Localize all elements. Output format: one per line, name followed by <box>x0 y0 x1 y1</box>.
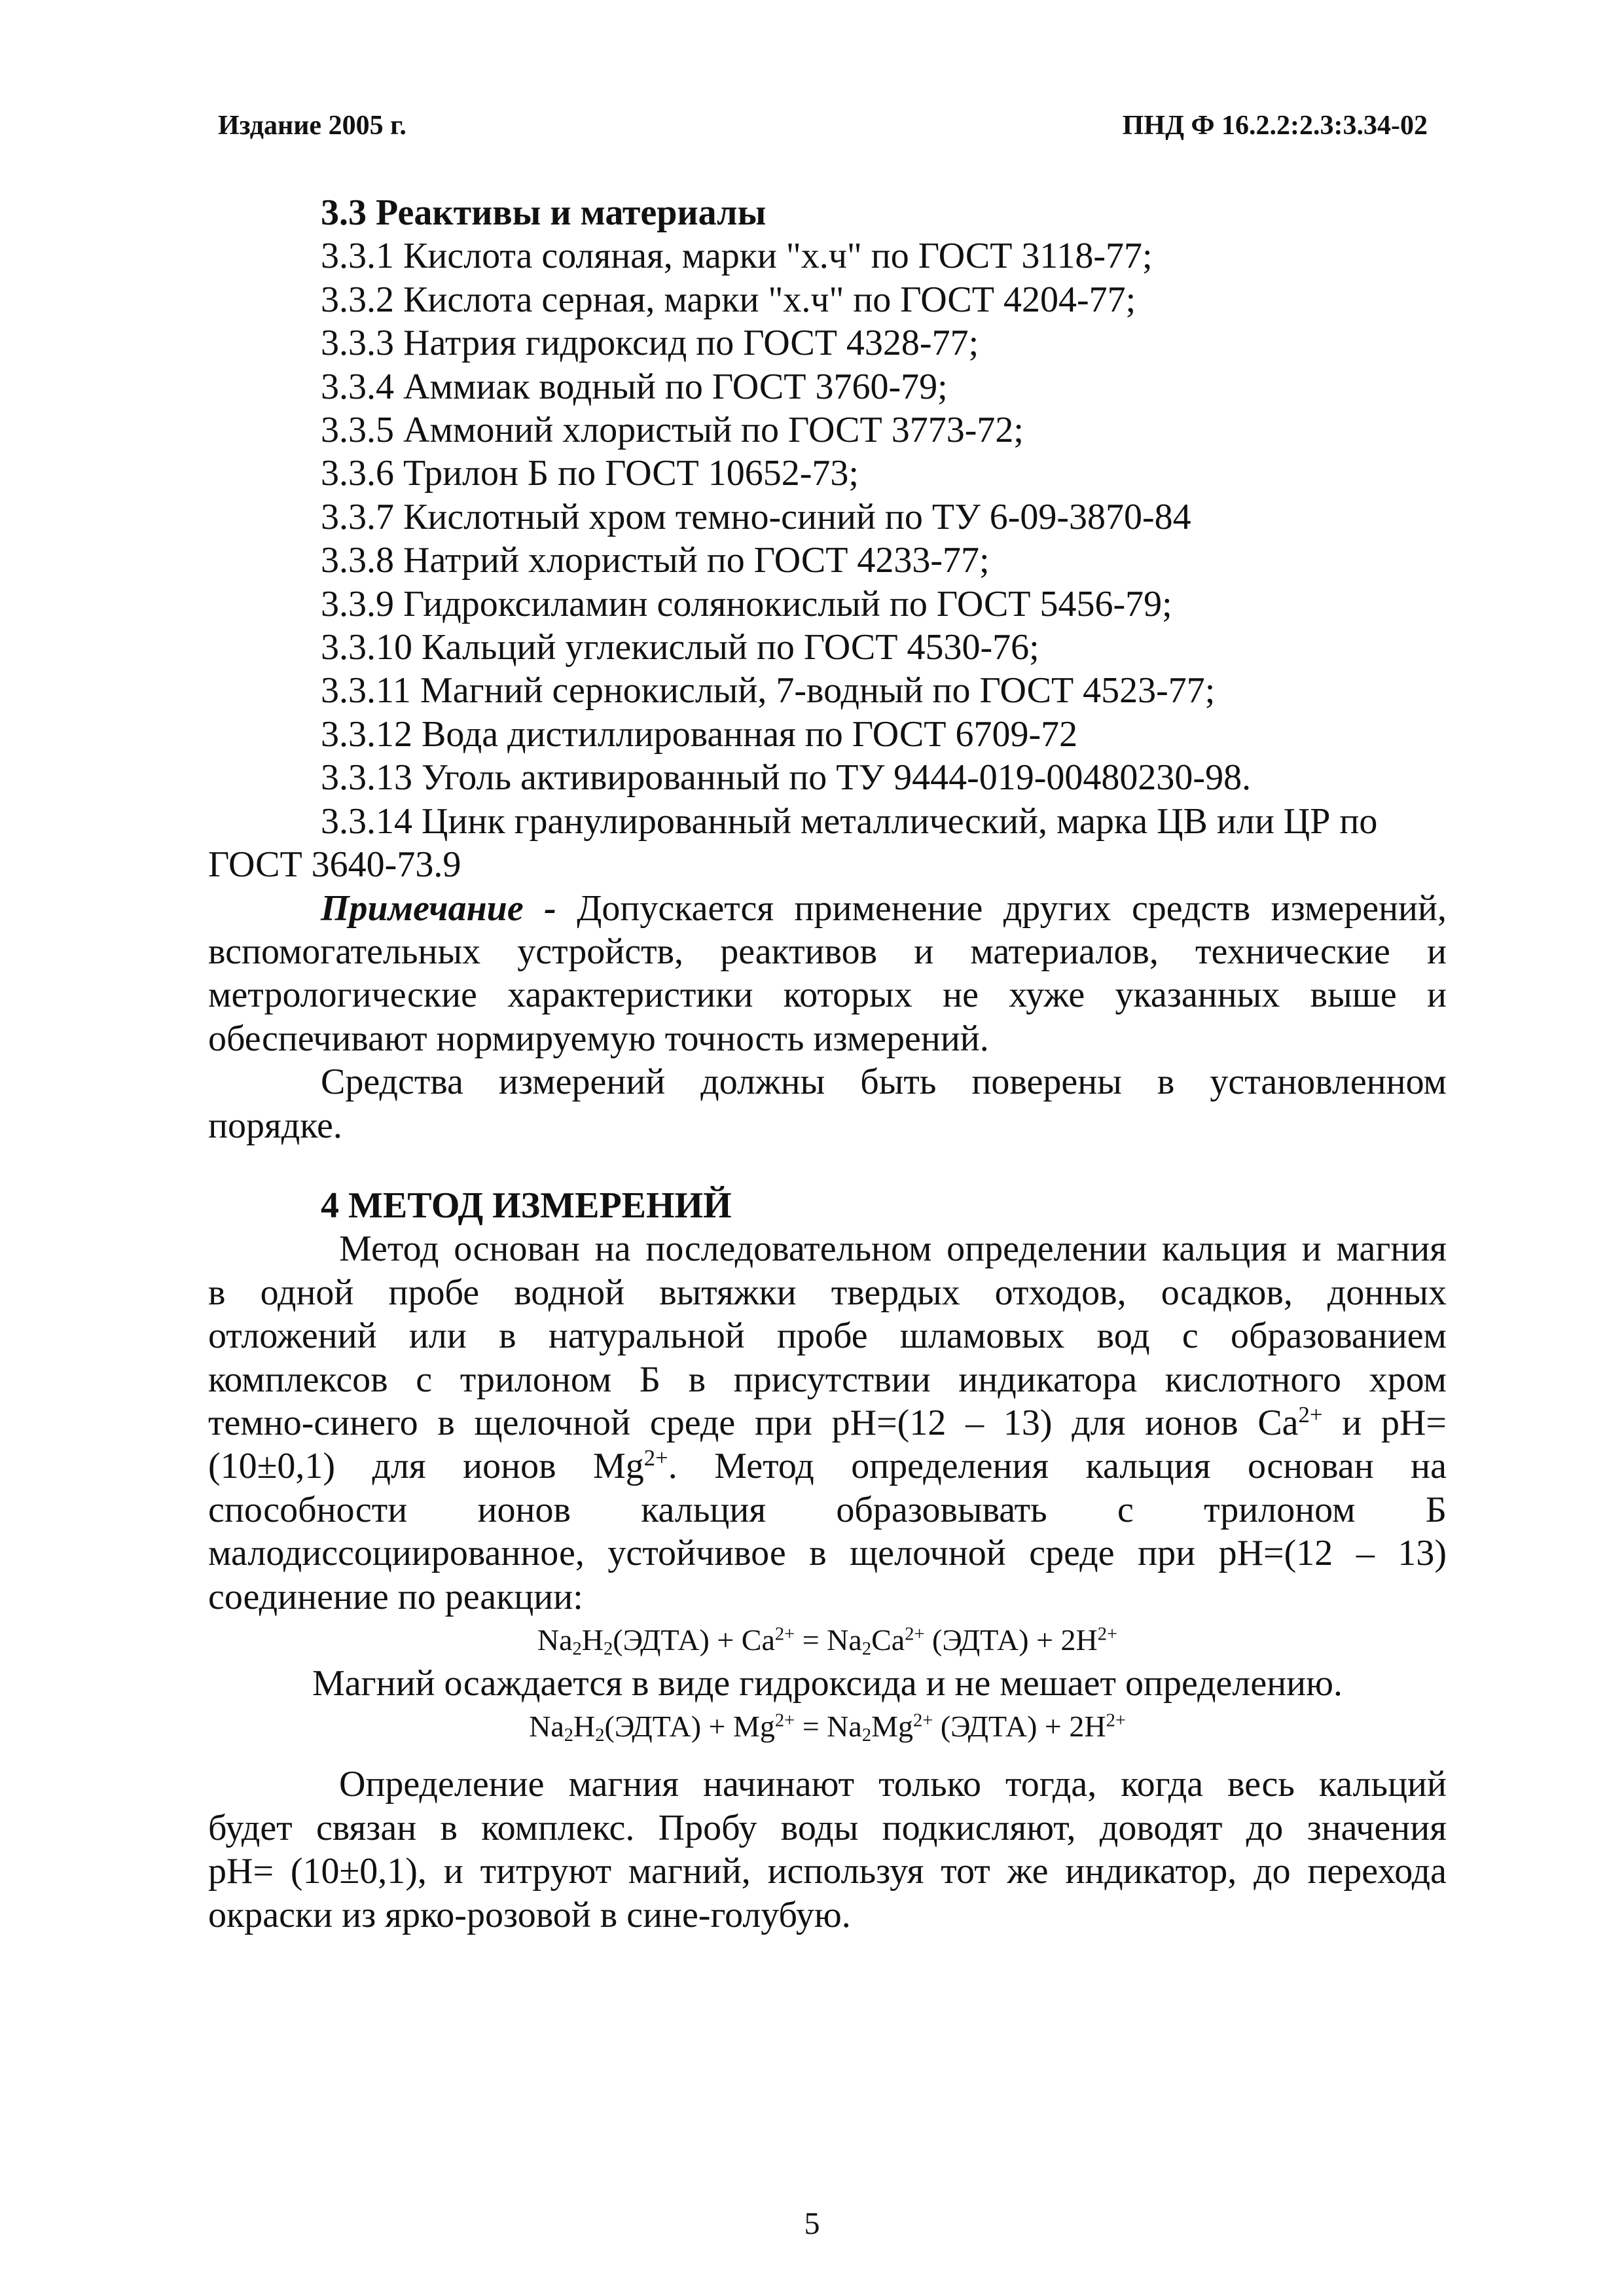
list-item: 3.3.11 Магний сернокислый, 7-водный по ГОСТ 4523-77; <box>321 670 1216 711</box>
formula-text: = Na <box>795 1710 862 1744</box>
paragraph-line: способности ионов кальция образовывать с трилоном Б <box>208 1489 1447 1530</box>
paragraph-line <box>208 1444 1447 1488</box>
text-run: и pH= <box>1322 1402 1447 1443</box>
note-line <box>208 887 1447 930</box>
reaction-formula-calcium <box>208 1619 1447 1662</box>
formula-superscript: 2+ <box>774 1624 795 1645</box>
formula-subscript: 2 <box>564 1725 573 1746</box>
formula-text: (ЭДТА) + 2H <box>924 1623 1098 1657</box>
paragraph-line: комплексов с трилоном Б в присутствии индикатора кислотного хром <box>208 1359 1447 1400</box>
paragraph-line: в одной пробе водной вытяжки твердых отходов, осадков, донных <box>208 1272 1447 1313</box>
verification-line: порядке. <box>208 1105 342 1146</box>
note-text: Допускается применение других средств измерений, <box>556 888 1447 929</box>
list-item: 3.3.3 Натрия гидроксид по ГОСТ 4328-77; <box>321 323 979 364</box>
formula-superscript: 2+ <box>905 1624 925 1645</box>
list-item: 3.3.4 Аммиак водный по ГОСТ 3760-79; <box>321 366 948 407</box>
paragraph-line: отложений или в натуральной пробе шламовых вод с образованием <box>208 1316 1447 1357</box>
charge-superscript: 2+ <box>643 1445 668 1471</box>
page-body <box>208 191 1447 1937</box>
formula-text: Na <box>529 1710 564 1744</box>
formula-subscript: 2 <box>572 1639 582 1660</box>
formula-text: Mg <box>871 1710 913 1744</box>
list-item: 3.3.1 Кислота соляная, марки "х.ч" по ГОСТ 3118-77; <box>321 236 1153 277</box>
formula-superscript: 2+ <box>1097 1624 1118 1645</box>
formula-text: (ЭДТА) + Ca <box>613 1623 775 1657</box>
formula-text: = Na <box>795 1623 862 1657</box>
paragraph-line: pH= (10±0,1), и титруют магний, используя тот же индикатор, до перехода <box>208 1851 1447 1892</box>
formula-subscript: 2 <box>861 1639 872 1660</box>
paragraph-line: малодиссоциированное, устойчивое в щелочной среде при pH=(12 – 13) <box>208 1533 1447 1574</box>
formula-spacer <box>208 1748 1447 1763</box>
list-item: 3.3.2 Кислота серная, марки "х.ч" по ГОСТ 4204-77; <box>321 279 1136 320</box>
list-item: 3.3.6 Трилон Б по ГОСТ 10652-73; <box>321 453 859 494</box>
formula-superscript: 2+ <box>1106 1710 1126 1731</box>
note-line: метрологические характеристики которых не хуже указанных выше и <box>208 975 1447 1016</box>
charge-superscript: 2+ <box>1298 1401 1323 1427</box>
formula-text: (ЭДТА) + 2H <box>933 1710 1106 1744</box>
list-item: 3.3.13 Уголь активированный по ТУ 9444-019-00480230-98. <box>321 757 1252 798</box>
formula-text: H <box>581 1623 604 1657</box>
paragraph-line <box>208 1401 1447 1444</box>
text-run: . Метод определения кальция основан на <box>668 1446 1447 1487</box>
section-3-3-title: 3.3 Реактивы и материалы <box>321 192 767 233</box>
formula-superscript: 2+ <box>774 1710 795 1731</box>
formula-text: H <box>573 1710 596 1744</box>
formula-subscript: 2 <box>604 1639 613 1660</box>
section-spacer <box>208 1147 1447 1184</box>
edition-label: Издание 2005 г. <box>218 111 406 141</box>
reaction-formula-magnesium <box>208 1705 1447 1748</box>
text-run: темно-синего в щелочной среде при pH=(12 – 13) для ионов Ca <box>208 1402 1299 1443</box>
list-item-continuation: ГОСТ 3640-73.9 <box>208 844 461 886</box>
list-item: 3.3.12 Вода дистиллированная по ГОСТ 6709-72 <box>321 713 1078 755</box>
magnesium-note: Магний осаждается в виде гидроксида и не мешает определению. <box>312 1663 1343 1704</box>
paragraph-line: Метод основан на последовательном определении кальция и магния <box>339 1229 1447 1270</box>
note-line: обеспечивают нормируемую точность измерений. <box>208 1018 989 1059</box>
page-number: 5 <box>804 2206 820 2241</box>
formula-text: (ЭДТА) + Mg <box>604 1710 775 1744</box>
list-item: 3.3.5 Аммоний хлористый по ГОСТ 3773-72; <box>321 410 1024 451</box>
list-item: 3.3.14 Цинк гранулированный металлический, марка ЦВ или ЦР по <box>321 800 1378 842</box>
paragraph-line: окраски из ярко-розовой в сине-голубую. <box>208 1894 851 1935</box>
list-item: 3.3.7 Кислотный хром темно-синий по ТУ 6-09-3870-84 <box>321 496 1191 537</box>
list-item: 3.3.9 Гидроксиламин солянокислый по ГОСТ 5456-79; <box>321 583 1172 624</box>
paragraph-line: соединение по реакции: <box>208 1576 583 1617</box>
formula-text: Na <box>537 1623 573 1657</box>
formula-subscript: 2 <box>595 1725 605 1746</box>
list-item: 3.3.8 Натрий хлористый по ГОСТ 4233-77; <box>321 540 990 581</box>
formula-subscript: 2 <box>861 1725 872 1746</box>
paragraph-line: Определение магния начинают только тогда, когда весь кальций <box>339 1764 1447 1805</box>
text-run: (10±0,1) для ионов Mg <box>208 1446 644 1487</box>
formula-superscript: 2+ <box>913 1710 933 1731</box>
section-4-title: 4 МЕТОД ИЗМЕРЕНИЙ <box>321 1185 732 1226</box>
formula-text: Ca <box>871 1623 905 1657</box>
note-line: вспомогательных устройств, реактивов и материалов, технические и <box>208 931 1447 972</box>
note-label: Примечание - <box>321 888 556 929</box>
verification-line: Средства измерений должны быть поверены в установленном <box>321 1062 1447 1103</box>
paragraph-line: будет связан в комплекс. Пробу воды подкисляют, доводят до значения <box>208 1807 1447 1848</box>
list-item: 3.3.10 Кальций углекислый по ГОСТ 4530-76; <box>321 627 1039 668</box>
document-code: ПНД Ф 16.2.2:2.3:3.34-02 <box>1122 111 1428 141</box>
